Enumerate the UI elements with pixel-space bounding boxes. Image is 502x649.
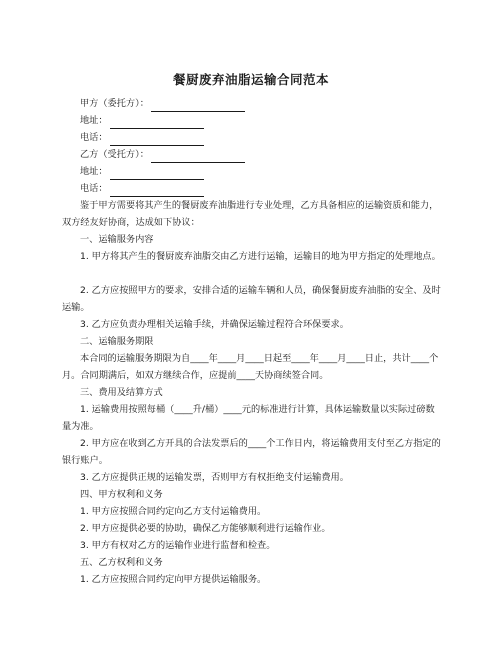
section-2-item-1: 本合同的运输服务期限为自____年____月____日起至____年____月____日止，共计____个月。合同期满后，如双方继续合作，应提前____天协商续签合同。 (62, 353, 439, 382)
party-b-address-blank (110, 168, 204, 180)
party-a-address-field (80, 112, 442, 129)
section-4-item-2: 2. 甲方应提供必要的协助，确保乙方能够顺利进行运输作业。 (80, 523, 331, 534)
party-b-address-field (80, 163, 442, 180)
intro-paragraph: 鉴于甲方需要将其产生的餐厨废弃油脂进行专业处理，乙方具备相应的运输资质和能力，双方经友好协商，达成如下协议： (62, 200, 439, 229)
party-b-phone-field (80, 180, 442, 197)
party-a-phone-blank (110, 134, 204, 146)
party-a-blank (151, 100, 245, 112)
section-1-item-3: 3. 乙方应负责办理相关运输手续，并确保运输过程符合环保要求。 (80, 319, 349, 330)
party-b-label: 乙方（受托方）： (80, 149, 149, 160)
section-3-heading: 三、费用及结算方式 (80, 387, 163, 398)
document-title: 餐厨废弃油脂运输合同范本 (172, 72, 329, 87)
party-a-field (80, 95, 442, 112)
section-3-item-1: 1. 运输费用按照每桶（____升/桶）____元的标准进行计算，具体运输数量以实际过磅数量为准。 (62, 404, 435, 433)
party-a-phone-field (80, 129, 442, 146)
section-1-item-2: 2. 乙方应按照甲方的要求，安排合适的运输车辆和人员，确保餐厨废弃油脂的安全、及时运输。 (62, 285, 441, 314)
section-5-item-1: 1. 乙方应按照合同约定向甲方提供运输服务。 (80, 574, 267, 585)
party-b-phone-label: 电话： (80, 183, 108, 194)
section-1-heading: 一、运输服务内容 (80, 234, 154, 245)
party-b-blank (151, 151, 245, 163)
section-4-item-1: 1. 甲方应按照合同约定向乙方支付运输费用。 (80, 506, 267, 517)
section-3-item-3: 3. 乙方应提供正规的运输发票，否则甲方有权拒绝支付运输费用。 (80, 472, 349, 483)
section-3-item-2: 2. 甲方应在收到乙方开具的合法发票后的____个工作日内，将运输费用支付至乙方指定的银行账户。 (62, 438, 441, 467)
section-4-item-3: 3. 甲方有权对乙方的运输作业进行监督和检查。 (80, 540, 276, 551)
section-1-item-1: 1. 甲方将其产生的餐厨废弃油脂交由乙方进行运输，运输目的地为甲方指定的处理地点。 (80, 251, 441, 262)
section-4-heading: 四、甲方权利和义务 (80, 489, 163, 500)
party-a-address-blank (110, 117, 204, 129)
party-a-label: 甲方（委托方）： (80, 98, 149, 109)
party-b-phone-blank (110, 185, 204, 197)
party-b-address-label: 地址： (80, 166, 108, 177)
party-b-field (80, 146, 442, 163)
section-2-heading: 二、运输服务期限 (80, 336, 154, 347)
party-a-address-label: 地址： (80, 115, 108, 126)
section-5-heading: 五、乙方权利和义务 (80, 557, 163, 568)
party-a-phone-label: 电话： (80, 132, 108, 143)
